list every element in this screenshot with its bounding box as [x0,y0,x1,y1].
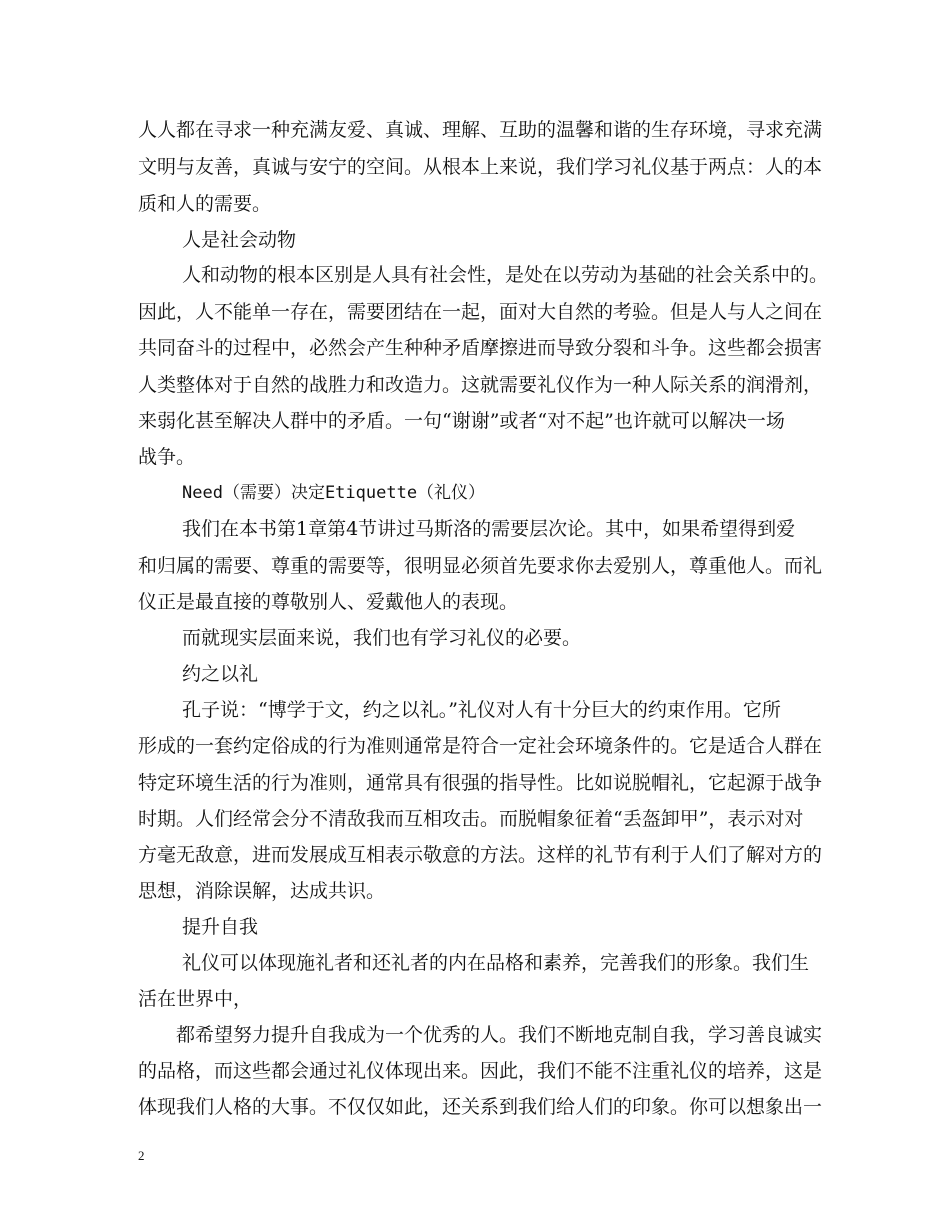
text-line: 人人都在寻求一种充满友爱、真诚、理解、互助的温馨和谐的生存环境，寻求充满 [138,119,823,141]
text-line: 人和动物的根本区别是人具有社会性，是处在以劳动为基础的社会关系中的。 [182,264,829,286]
text-line: 思想，消除误解，达成共识。 [138,880,386,902]
text-line: 活在世界中， [138,988,253,1010]
text-line: 方毫无敌意，进而发展成互相表示敬意的方法。这样的礼节有利于人们了解对方的 [138,844,823,866]
text-line: 都希望努力提升自我成为一个优秀的人。我们不断地克制自我，学习善良诚实 [176,1024,823,1046]
text-line: 孔子说：“博学于文，约之以礼。”礼仪对人有十分巨大的约束作用。它所 [182,699,781,721]
text-line: 特定环境生活的行为准则，通常具有很强的指导性。比如说脱帽礼，它起源于战争 [138,772,823,794]
text-line: 共同奋斗的过程中，必然会产生种种矛盾摩擦进而导致分裂和斗争。这些都会损害 [138,337,823,359]
text-line: 仪正是最直接的尊敬别人、爱戴他人的表现。 [138,591,519,613]
text-line: 人类整体对于自然的战胜力和改造力。这就需要礼仪作为一种人际关系的润滑剂， [138,374,823,396]
text-line: 而就现实层面来说，我们也有学习礼仪的必要。 [182,627,582,649]
text-line: 我们在本书第1章第4节讲过马斯洛的需要层次论。其中，如果希望得到爱 [182,518,796,540]
text-line: 因此，人不能单一存在，需要团结在一起，面对大自然的考验。但是人与人之间在 [138,301,823,323]
section-heading: 人是社会动物 [182,229,297,251]
text-line: 形成的一套约定俗成的行为准则通常是符合一定社会环境条件的。它是适合人群在 [138,735,823,757]
text-line: 质和人的需要。 [138,193,272,215]
section-heading: 约之以礼 [182,663,259,685]
text-line: 和归属的需要、尊重的需要等，很明显必须首先要求你去爱别人，尊重他人。而礼 [138,555,823,577]
section-heading: Need（需要）决定Etiquette（礼仪） [182,483,486,503]
text-line: 文明与友善，真诚与安宁的空间。从根本上来说，我们学习礼仪基于两点：人的本 [138,156,823,178]
text-line: 的品格，而这些都会通过礼仪体现出来。因此，我们不能不注重礼仪的培养，这是 [138,1060,823,1082]
text-line: 来弱化甚至解决人群中的矛盾。一句“谢谢”或者“对不起”也许就可以解决一场 [138,410,785,432]
text-line: 时期。人们经常会分不清敌我而互相攻击。而脱帽象征着“丢盔卸甲”，表示对对 [138,808,804,830]
page-number: 2 [138,1148,145,1163]
text-line: 礼仪可以体现施礼者和还礼者的内在品格和素养，完善我们的形象。我们生 [182,952,810,974]
text-line: 体现我们人格的大事。不仅仅如此，还关系到我们给人们的印象。你可以想象出一 [138,1096,823,1118]
section-heading: 提升自我 [182,916,259,938]
text-line: 战争。 [138,446,196,468]
